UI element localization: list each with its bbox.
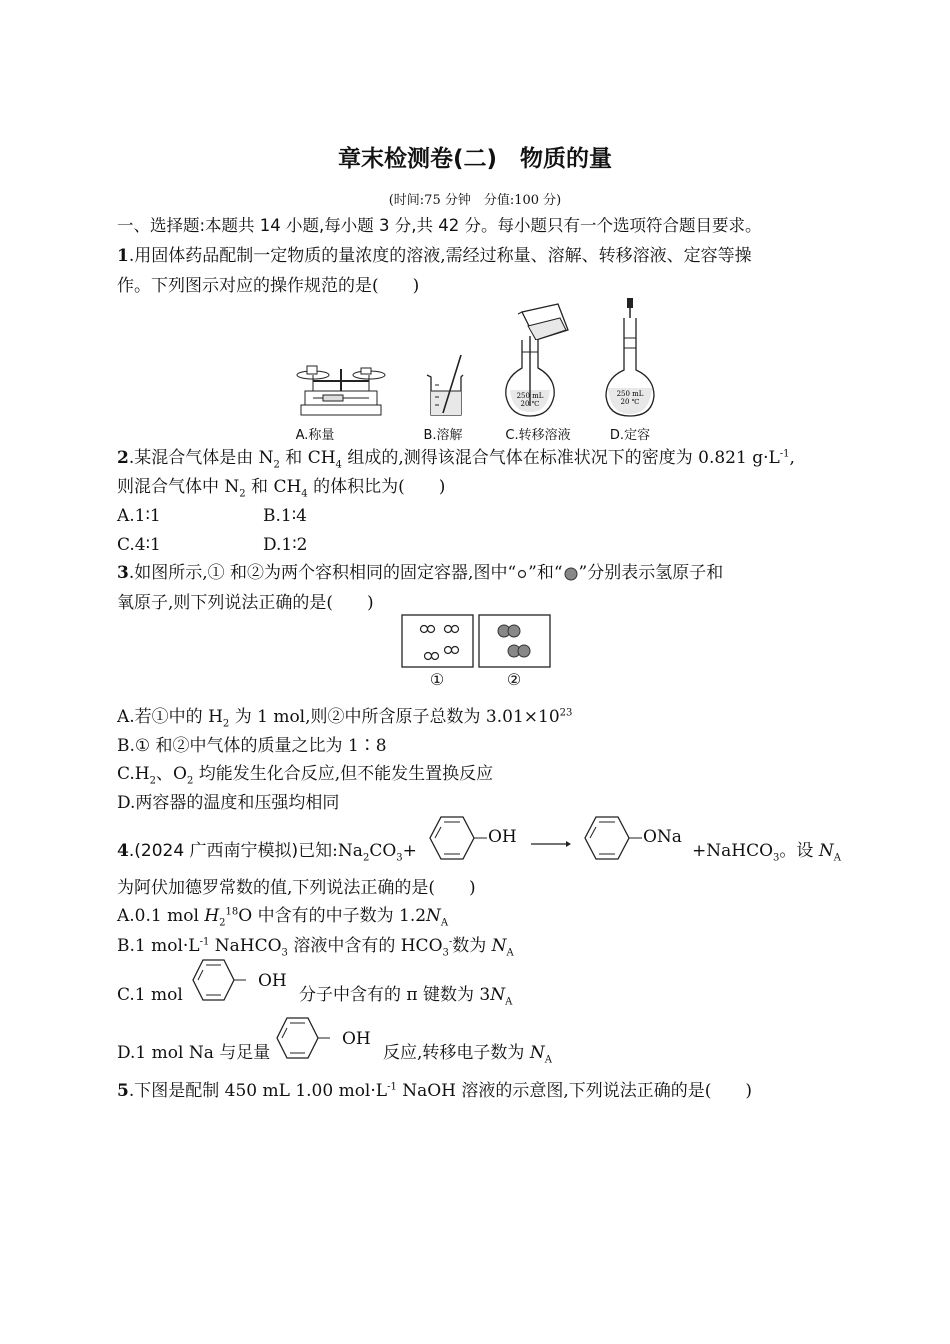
q4b-na: A xyxy=(506,947,514,959)
q2-option-d: D.1∶2 xyxy=(263,535,308,555)
caption-b: B.溶解 xyxy=(423,428,463,443)
q4b-d: 3 xyxy=(281,947,288,959)
q4a-18: 18 xyxy=(225,906,239,918)
q2-option-c: C.4∶1 xyxy=(117,535,161,555)
q4d-n: N xyxy=(529,1043,545,1063)
question-4-source: .(2024 广西南宁模拟) xyxy=(128,841,299,861)
question-3-number: 3 xyxy=(117,563,129,583)
q4c-n: N xyxy=(490,985,506,1005)
question-1-number: 1 xyxy=(117,246,129,266)
q2-option-a: A.1∶1 xyxy=(117,506,161,526)
q2-l1-d: 4 xyxy=(335,459,342,471)
q4-p-na: A xyxy=(833,852,841,864)
q3a-d: 23 xyxy=(559,707,573,719)
question-3-line-1 xyxy=(117,562,723,584)
q3c-d: 2 xyxy=(186,775,194,787)
question-1-line-2: 作。下列图示对应的操作规范的是( ) xyxy=(117,276,420,296)
question-5-line-1 xyxy=(117,1080,752,1102)
q2-l1-c: 和 CH xyxy=(279,448,336,468)
phenoxide-ona-label: ONa xyxy=(643,827,682,847)
question-2-number: 2 xyxy=(117,448,129,468)
q4b-f: O xyxy=(428,936,443,956)
q3c-c: 、O xyxy=(156,764,187,784)
q4-option-d-prefix: D.1 mol Na 与足量 xyxy=(117,1043,271,1063)
q3-option-a xyxy=(117,706,572,728)
q4b-g: 3 xyxy=(442,947,449,959)
q2-l1-a: .某混合气体是由 N xyxy=(128,448,274,468)
q4a-n: N xyxy=(426,906,441,926)
question-5-number: 5 xyxy=(117,1081,129,1101)
flask-c-volume-label: 250 mL xyxy=(516,392,544,400)
q3a-b: 2 xyxy=(222,718,230,730)
reaction-arrow-icon xyxy=(530,838,572,850)
question-3-line-2: 氧原子,则下列说法正确的是( ) xyxy=(117,593,374,613)
q4-option-c-prefix: C.1 mol xyxy=(117,985,183,1005)
question-4-number: 4 xyxy=(117,841,129,861)
q3a-a: A.若①中的 H xyxy=(117,707,223,727)
question-4-line-2: 为阿伏加德罗常数的值,下列说法正确的是( ) xyxy=(117,878,476,898)
phenol-structure-3 xyxy=(270,1016,350,1062)
balance-figure xyxy=(293,355,388,420)
q4-option-a xyxy=(117,905,448,927)
phenol-structure-2 xyxy=(186,958,266,1004)
q4a-h: H xyxy=(204,906,220,926)
transfer-flask-figure xyxy=(500,300,575,420)
q2-l2-e: 的体积比为( ) xyxy=(307,477,446,497)
q2-l1-b: 2 xyxy=(273,459,280,471)
sodium-phenoxide-structure xyxy=(578,815,648,863)
q4a-a: A.0.1 mol xyxy=(117,906,205,926)
q4d-na: A xyxy=(544,1054,552,1066)
q4-g-d: 3 xyxy=(396,852,403,864)
q2-l1-g: , xyxy=(789,448,795,468)
caption-c: C.转移溶液 xyxy=(505,428,571,443)
q3-l1-a: .如图所示,① 和②为两个容积相同的固定容器,图中“ xyxy=(128,563,517,583)
container-label-1: ① xyxy=(429,670,445,689)
oxygen-atom-icon xyxy=(563,567,579,581)
q5-c: NaOH 溶液的示意图,下列说法正确的是( ) xyxy=(396,1081,753,1101)
q3-option-c xyxy=(117,763,493,785)
q3c-b: 2 xyxy=(149,775,157,787)
hydrogen-atom-icon xyxy=(516,568,528,580)
q4b-i: 数为 xyxy=(452,936,492,956)
beaker-figure xyxy=(423,355,468,420)
q5-b: -1 xyxy=(387,1081,397,1093)
section-heading: 一、选择题:本题共 14 小题,每小题 3 分,共 42 分。每小题只有一个选项符合题目要求。 xyxy=(117,216,762,235)
container-figure xyxy=(401,614,551,670)
question-2-line-2 xyxy=(117,476,445,498)
question-4-line-1 xyxy=(117,840,417,862)
caption-d: D.定容 xyxy=(609,428,651,443)
q3c-a: C.H xyxy=(117,764,150,784)
q4c-b: 分子中含有的 π 键数为 3 xyxy=(299,985,491,1005)
q2-option-b: B.1∶4 xyxy=(263,506,307,526)
container-label-2: ② xyxy=(506,670,522,689)
flask-c-temp-label: 20 ℃ xyxy=(520,400,540,408)
q4c-na: A xyxy=(505,996,513,1008)
q5-a: .下图是配制 450 mL 1.00 mol·L xyxy=(128,1081,388,1101)
q4-g-a: 已知:Na xyxy=(298,841,363,861)
phenol-oh-label-3: OH xyxy=(342,1029,371,1049)
flask-d-volume-label: 250 mL xyxy=(616,390,644,398)
q4b-n: N xyxy=(491,936,507,956)
question-4-product xyxy=(692,840,841,862)
q4-g-b: 2 xyxy=(362,852,370,864)
q2-l1-e: 组成的,测得该混合气体在标准状况下的密度为 0.821 g·L xyxy=(341,448,780,468)
caption-a: A.称量 xyxy=(295,428,335,443)
q4-g-e: + xyxy=(402,841,417,861)
question-1-text-1: .用固体药品配制一定物质的量浓度的溶液,需经过称量、溶解、转移溶液、定容等操 xyxy=(128,246,752,266)
q4b-h: - xyxy=(448,936,453,948)
q2-l1-f: -1 xyxy=(779,448,790,460)
q3-option-d: D.两容器的温度和压强均相同 xyxy=(117,793,340,813)
q4b-e: 溶液中含有的 HC xyxy=(287,936,429,956)
q4-p-n: N xyxy=(818,841,834,861)
q4-p-a: +NaHCO xyxy=(692,841,774,861)
q4-p-c: 。设 xyxy=(779,841,819,861)
q3c-e: 均能发生化合反应,但不能发生置换反应 xyxy=(193,764,494,784)
q2-l2-a: 则混合气体中 N xyxy=(117,477,240,497)
question-1-line-1 xyxy=(117,245,752,267)
phenol-oh-label-2: OH xyxy=(258,971,287,991)
q4-p-b: 3 xyxy=(773,852,780,864)
q4-option-c xyxy=(299,984,512,1006)
q4b-a: B.1 mol·L xyxy=(117,936,200,956)
q4d-b: 反应,转移电子数为 xyxy=(383,1043,530,1063)
q3-option-b: B.① 和②中气体的质量之比为 1∶8 xyxy=(117,736,387,756)
q3a-c: 为 1 mol,则②中所含原子总数为 3.01×10 xyxy=(229,707,560,727)
q4a-b: O 中含有的中子数为 1.2 xyxy=(238,906,427,926)
phenol-oh-label-1: OH xyxy=(488,827,517,847)
page-subtitle: (时间:75 分钟 分值:100 分) xyxy=(388,193,562,208)
q4a-na: A xyxy=(440,917,449,929)
page-title: 章末检测卷(二) 物质的量 xyxy=(337,146,613,172)
q4b-c: NaHCO xyxy=(209,936,282,956)
q3-l1-mid: ”和“ xyxy=(528,563,563,583)
q4a-2: 2 xyxy=(219,917,226,929)
q4-option-d xyxy=(383,1042,552,1064)
flask-d-temp-label: 20 ℃ xyxy=(620,398,640,406)
q4-option-b xyxy=(117,935,514,957)
volumetric-flask-figure xyxy=(600,298,660,420)
q4-g-c: CO xyxy=(369,841,397,861)
q2-l2-b: 2 xyxy=(239,488,246,500)
question-2-line-1 xyxy=(117,447,795,469)
q2-l2-c: 和 CH xyxy=(245,477,302,497)
q2-l2-d: 4 xyxy=(301,488,308,500)
q3-l1-end: ”分别表示氢原子和 xyxy=(578,563,724,583)
q4b-b: -1 xyxy=(199,936,210,948)
